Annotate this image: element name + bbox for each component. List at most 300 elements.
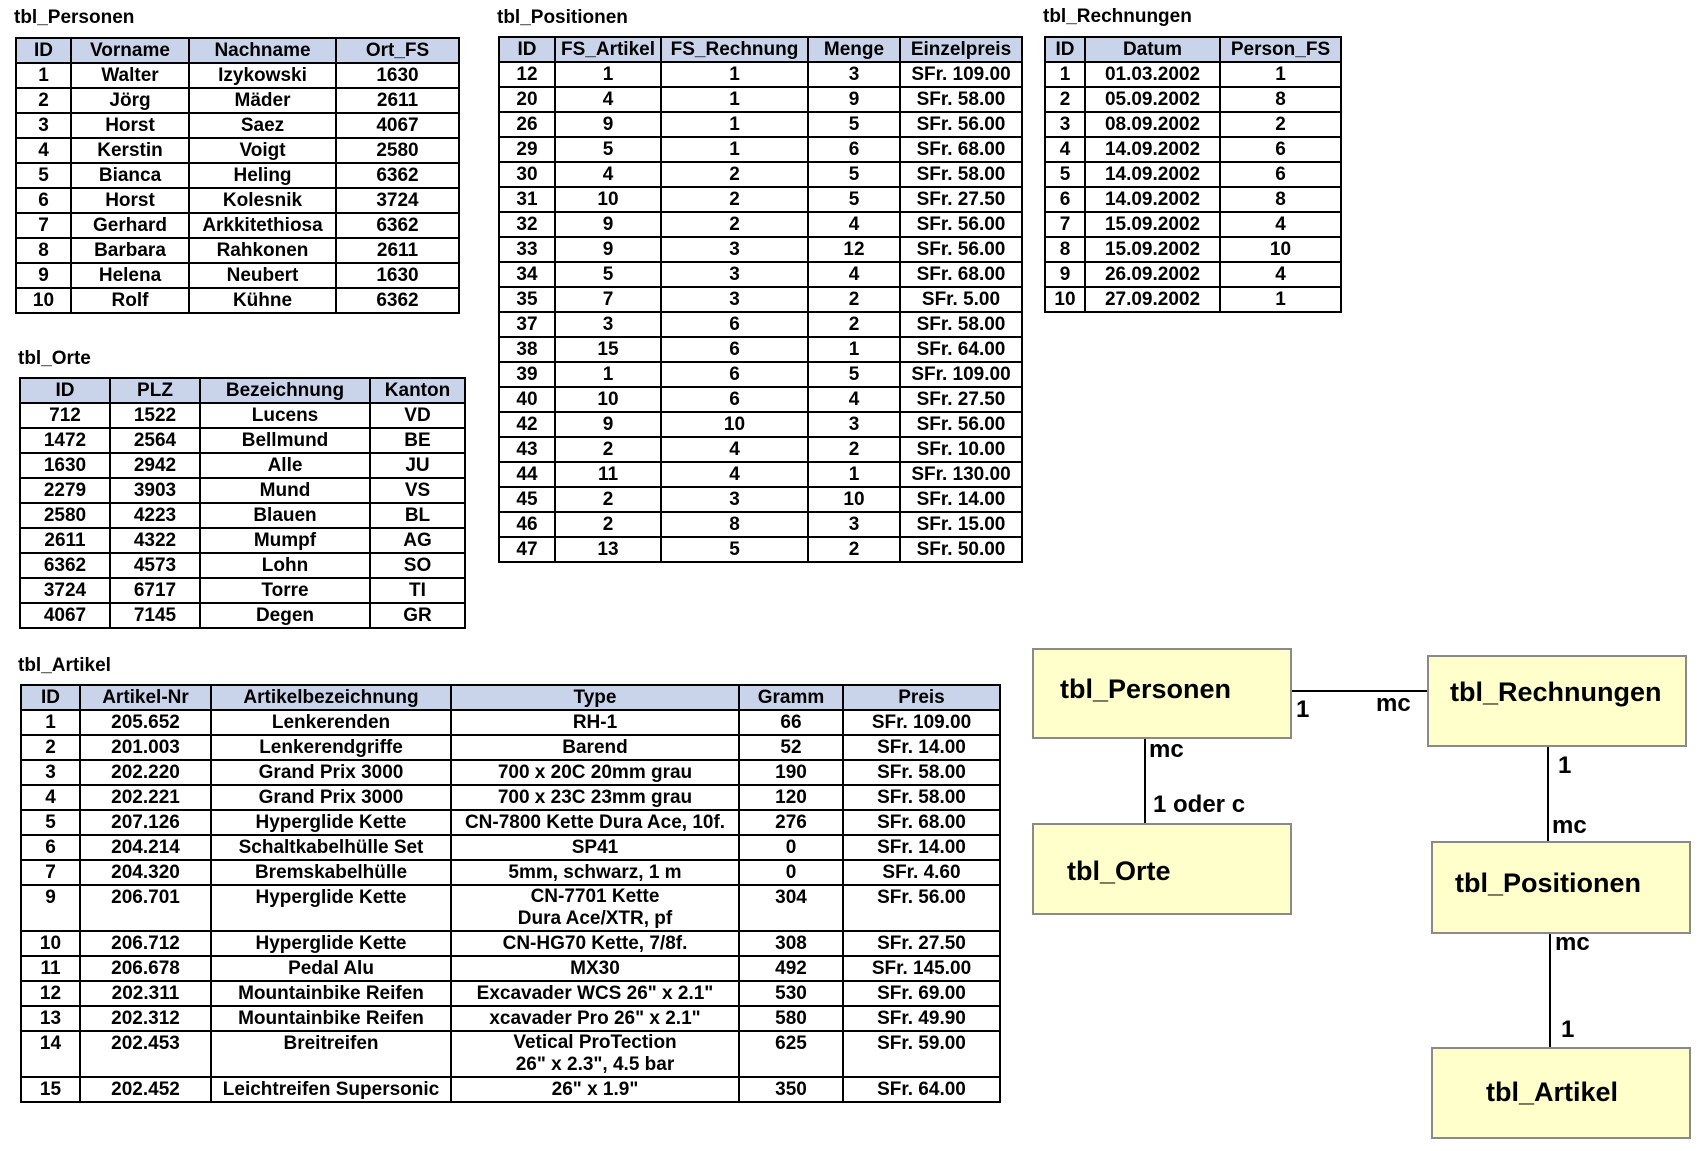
positionen-table-cell: 29 <box>499 137 555 162</box>
positionen-table-cell: 12 <box>499 62 555 87</box>
positionen-table-row <box>499 62 1022 87</box>
positionen-table-cell: 4 <box>661 462 808 487</box>
artikel-table-cell: 204.214 <box>80 835 211 860</box>
rechnungen-title: tbl_Rechnungen <box>1043 6 1192 27</box>
artikel-table-row <box>21 981 1000 1006</box>
positionen-table-cell: 47 <box>499 537 555 562</box>
positionen-table-cell: SFr. 14.00 <box>900 487 1022 512</box>
positionen-table-cell: 10 <box>555 387 661 412</box>
personen-table-row <box>16 88 459 113</box>
positionen-table-cell: 1 <box>661 137 808 162</box>
rechnungen-table-cell: 4 <box>1045 137 1085 162</box>
orte-table-cell: Torre <box>200 578 370 603</box>
rechnungen-table-cell: 10 <box>1045 287 1085 312</box>
personen-table-row <box>16 213 459 238</box>
personen-table-cell: 4067 <box>336 113 459 138</box>
personen-table-row <box>16 163 459 188</box>
personen-table-cell: 2611 <box>336 238 459 263</box>
orte-table-cell: 2564 <box>110 428 200 453</box>
positionen-table-row <box>499 487 1022 512</box>
positionen-title: tbl_Positionen <box>497 7 628 28</box>
orte-table-cell: Degen <box>200 603 370 628</box>
artikel-table-cell: 202.452 <box>80 1077 211 1102</box>
rechnungen-table-cell: 7 <box>1045 212 1085 237</box>
artikel-table-cell: 276 <box>739 810 843 835</box>
positionen-table-cell: 1 <box>555 362 661 387</box>
orte-column-header: Kanton <box>370 378 465 403</box>
positionen-table-row <box>499 187 1022 212</box>
artikel-table-cell: 120 <box>739 785 843 810</box>
orte-table-cell: 2611 <box>20 528 110 553</box>
artikel-table-row <box>21 835 1000 860</box>
artikel-table-cell: 52 <box>739 735 843 760</box>
positionen-table-cell: SFr. 68.00 <box>900 262 1022 287</box>
orte-table-cell: 712 <box>20 403 110 428</box>
positionen-table-cell: 12 <box>808 237 900 262</box>
orte-table-cell: Lohn <box>200 553 370 578</box>
positionen-table-cell: 11 <box>555 462 661 487</box>
orte-table-cell: SO <box>370 553 465 578</box>
artikel-table-cell: Pedal Alu <box>211 956 451 981</box>
card-rechnungen-positionen-1: 1 <box>1558 752 1572 779</box>
artikel-table-cell: 207.126 <box>80 810 211 835</box>
card-personen-rechnungen-1: 1 <box>1296 696 1310 723</box>
positionen-table-cell: 6 <box>661 362 808 387</box>
rechnungen-table-cell: 8 <box>1220 87 1341 112</box>
rechnungen-table-cell: 4 <box>1220 262 1341 287</box>
orte-table-cell: 4573 <box>110 553 200 578</box>
positionen-table-cell: 42 <box>499 412 555 437</box>
rechnungen-table-cell: 27.09.2002 <box>1085 287 1220 312</box>
positionen-table-cell: 3 <box>808 412 900 437</box>
orte-table-cell: 4223 <box>110 503 200 528</box>
entity-artikel <box>1431 1047 1691 1139</box>
rechnungen-table-row <box>1045 162 1341 187</box>
positionen-table-cell: SFr. 109.00 <box>900 362 1022 387</box>
artikel-table-cell: 205.652 <box>80 710 211 735</box>
orte-table-row <box>20 553 465 578</box>
orte-table-cell: 3724 <box>20 578 110 603</box>
positionen-table-row <box>499 162 1022 187</box>
positionen-column-header: FS_Artikel <box>555 37 661 62</box>
personen-table-cell: 5 <box>16 163 71 188</box>
personen-table-cell: Izykowski <box>189 63 336 88</box>
orte-table-cell: 4067 <box>20 603 110 628</box>
entity-rechnungen-label: tbl_Rechnungen <box>1450 677 1662 707</box>
artikel-table-cell: SFr. 58.00 <box>843 785 1000 810</box>
personen-table-cell: Bianca <box>71 163 189 188</box>
positionen-table-row <box>499 87 1022 112</box>
relation-line-positionen-artikel <box>1549 934 1551 1047</box>
orte-table-cell: 2580 <box>20 503 110 528</box>
rechnungen-header-row <box>1045 37 1341 62</box>
artikel-table-cell: 14 <box>21 1031 80 1077</box>
artikel-table-cell: 13 <box>21 1006 80 1031</box>
orte-table-row <box>20 478 465 503</box>
artikel-table-cell: 0 <box>739 860 843 885</box>
personen-table-cell: Saez <box>189 113 336 138</box>
positionen-table-cell: 7 <box>555 287 661 312</box>
positionen-table-cell: 31 <box>499 187 555 212</box>
positionen-table-cell: 3 <box>808 62 900 87</box>
rechnungen-table-cell: 15.09.2002 <box>1085 212 1220 237</box>
rechnungen-table-row <box>1045 137 1341 162</box>
entity-orte <box>1032 823 1292 915</box>
personen-table-cell: 2 <box>16 88 71 113</box>
personen-table-row <box>16 288 459 313</box>
artikel-table-cell: MX30 <box>451 956 739 981</box>
personen-table-cell: Barbara <box>71 238 189 263</box>
rechnungen-table-row <box>1045 237 1341 262</box>
artikel-table-cell: Excavader WCS 26" x 2.1" <box>451 981 739 1006</box>
relation-line-rechnungen-positionen <box>1547 747 1549 841</box>
artikel-table-row <box>21 735 1000 760</box>
artikel-table-cell: 1 <box>21 710 80 735</box>
rechnungen-table-cell: 14.09.2002 <box>1085 137 1220 162</box>
positionen-table-cell: SFr. 58.00 <box>900 312 1022 337</box>
positionen-table-cell: 8 <box>661 512 808 537</box>
artikel-table-cell: SFr. 14.00 <box>843 835 1000 860</box>
orte-table-cell: 2942 <box>110 453 200 478</box>
positionen-table-cell: 15 <box>555 337 661 362</box>
rechnungen-table-cell: 6 <box>1220 137 1341 162</box>
positionen-table-cell: SFr. 56.00 <box>900 112 1022 137</box>
positionen-table-cell: 2 <box>808 537 900 562</box>
personen-table-cell: 7 <box>16 213 71 238</box>
positionen-table-cell: 3 <box>661 487 808 512</box>
rechnungen-table-cell: 5 <box>1045 162 1085 187</box>
card-rechnungen-positionen-mc: mc <box>1552 812 1587 839</box>
positionen-table-row <box>499 287 1022 312</box>
personen-table-cell: Rolf <box>71 288 189 313</box>
personen-table-cell: 6362 <box>336 288 459 313</box>
rechnungen-table-cell: 1 <box>1045 62 1085 87</box>
artikel-column-header: Type <box>451 685 739 710</box>
artikel-table-cell: SFr. 56.00 <box>843 885 1000 931</box>
rechnungen-column-header: Datum <box>1085 37 1220 62</box>
personen-table-cell: Neubert <box>189 263 336 288</box>
rechnungen-table-row <box>1045 262 1341 287</box>
artikel-table-cell: Grand Prix 3000 <box>211 785 451 810</box>
artikel-table-cell: 11 <box>21 956 80 981</box>
orte-table-row <box>20 428 465 453</box>
rechnungen-table-cell: 8 <box>1220 187 1341 212</box>
card-positionen-artikel-mc: mc <box>1555 929 1590 956</box>
positionen-table-row <box>499 362 1022 387</box>
positionen-table-cell: SFr. 10.00 <box>900 437 1022 462</box>
personen-table-cell: Arkkitethiosa <box>189 213 336 238</box>
rechnungen-table-row <box>1045 62 1341 87</box>
positionen-table-cell: 1 <box>661 112 808 137</box>
artikel-column-header: Gramm <box>739 685 843 710</box>
personen-table-row <box>16 63 459 88</box>
rechnungen-table-row <box>1045 87 1341 112</box>
positionen-table-row <box>499 112 1022 137</box>
personen-table-cell: 6362 <box>336 163 459 188</box>
orte-table-cell: AG <box>370 528 465 553</box>
artikel-table-cell: SFr. 49.90 <box>843 1006 1000 1031</box>
artikel-table-cell: Bremskabelhülle <box>211 860 451 885</box>
positionen-table <box>498 36 1023 563</box>
artikel-table-row <box>21 1077 1000 1102</box>
personen-table-cell: 10 <box>16 288 71 313</box>
personen-table-cell: 1630 <box>336 63 459 88</box>
positionen-table-cell: 33 <box>499 237 555 262</box>
artikel-table-cell: SFr. 68.00 <box>843 810 1000 835</box>
positionen-table-row <box>499 137 1022 162</box>
positionen-table-cell: 9 <box>555 112 661 137</box>
entity-positionen <box>1431 841 1691 934</box>
personen-table-cell: 1 <box>16 63 71 88</box>
personen-table-cell: 2580 <box>336 138 459 163</box>
personen-table-row <box>16 263 459 288</box>
orte-table-cell: 7145 <box>110 603 200 628</box>
positionen-table-cell: 3 <box>661 262 808 287</box>
artikel-table-row <box>21 931 1000 956</box>
positionen-table-cell: 40 <box>499 387 555 412</box>
orte-table-row <box>20 503 465 528</box>
artikel-table-cell: 304 <box>739 885 843 931</box>
rechnungen-table-cell: 2 <box>1045 87 1085 112</box>
orte-table-cell: VS <box>370 478 465 503</box>
positionen-table-cell: 1 <box>661 62 808 87</box>
rechnungen-table-cell: 05.09.2002 <box>1085 87 1220 112</box>
positionen-table-cell: 44 <box>499 462 555 487</box>
artikel-table-cell: 700 x 23C 23mm grau <box>451 785 739 810</box>
orte-table-cell: 1522 <box>110 403 200 428</box>
positionen-table-cell: 5 <box>808 162 900 187</box>
artikel-table-cell: CN-HG70 Kette, 7/8f. <box>451 931 739 956</box>
orte-table-cell: 4322 <box>110 528 200 553</box>
card-positionen-artikel-1: 1 <box>1561 1016 1575 1043</box>
positionen-table-row <box>499 312 1022 337</box>
rechnungen-table-cell: 2 <box>1220 112 1341 137</box>
personen-table-cell: Gerhard <box>71 213 189 238</box>
positionen-table-cell: SFr. 64.00 <box>900 337 1022 362</box>
positionen-column-header: Menge <box>808 37 900 62</box>
orte-column-header: ID <box>20 378 110 403</box>
positionen-table-cell: 3 <box>661 237 808 262</box>
artikel-table-cell: Leichtreifen Supersonic <box>211 1077 451 1102</box>
positionen-table-cell: 34 <box>499 262 555 287</box>
positionen-table-cell: 4 <box>808 212 900 237</box>
positionen-table-cell: 3 <box>661 287 808 312</box>
orte-table-cell: 6362 <box>20 553 110 578</box>
artikel-table-row <box>21 760 1000 785</box>
artikel-table-row <box>21 1006 1000 1031</box>
positionen-table-row <box>499 512 1022 537</box>
artikel-table-cell: 6 <box>21 835 80 860</box>
personen-table-cell: Kolesnik <box>189 188 336 213</box>
artikel-table-cell: Barend <box>451 735 739 760</box>
artikel-table <box>20 684 1001 1103</box>
orte-table-cell: 3903 <box>110 478 200 503</box>
artikel-table-cell: SFr. 4.60 <box>843 860 1000 885</box>
positionen-table-cell: 1 <box>808 337 900 362</box>
personen-table <box>15 37 460 314</box>
positionen-table-cell: SFr. 27.50 <box>900 387 1022 412</box>
orte-table-cell: 1472 <box>20 428 110 453</box>
orte-table-cell: Mund <box>200 478 370 503</box>
relation-line-personen-orte <box>1144 739 1146 823</box>
artikel-table-cell: Grand Prix 3000 <box>211 760 451 785</box>
positionen-table-cell: SFr. 50.00 <box>900 537 1022 562</box>
artikel-table-cell: SFr. 14.00 <box>843 735 1000 760</box>
positionen-table-cell: 6 <box>661 387 808 412</box>
positionen-table-cell: SFr. 58.00 <box>900 87 1022 112</box>
positionen-table-cell: SFr. 15.00 <box>900 512 1022 537</box>
orte-header-row <box>20 378 465 403</box>
artikel-table-cell: 202.311 <box>80 981 211 1006</box>
artikel-table-cell: Vetical ProTection 26" x 2.3", 4.5 bar <box>451 1031 739 1077</box>
orte-column-header: Bezeichnung <box>200 378 370 403</box>
positionen-table-cell: 1 <box>661 87 808 112</box>
artikel-table-cell: Mountainbike Reifen <box>211 1006 451 1031</box>
positionen-table-cell: 6 <box>808 137 900 162</box>
card-personen-rechnungen-mc: mc <box>1376 690 1411 717</box>
artikel-table-cell: 206.712 <box>80 931 211 956</box>
positionen-table-cell: 4 <box>808 262 900 287</box>
card-personen-orte-1-oder-c: 1 oder c <box>1153 791 1246 818</box>
artikel-table-cell: Hyperglide Kette <box>211 931 451 956</box>
positionen-table-row <box>499 212 1022 237</box>
positionen-table-cell: 39 <box>499 362 555 387</box>
positionen-table-cell: SFr. 5.00 <box>900 287 1022 312</box>
personen-table-row <box>16 113 459 138</box>
orte-table-row <box>20 453 465 478</box>
orte-table-cell: Blauen <box>200 503 370 528</box>
orte-title: tbl_Orte <box>18 348 91 369</box>
artikel-table-cell: 15 <box>21 1077 80 1102</box>
orte-table-cell: Bellmund <box>200 428 370 453</box>
rechnungen-table <box>1044 36 1342 313</box>
personen-column-header: Vorname <box>71 38 189 63</box>
artikel-table-cell: SFr. 109.00 <box>843 710 1000 735</box>
positionen-table-row <box>499 537 1022 562</box>
rechnungen-table-row <box>1045 187 1341 212</box>
artikel-table-cell: 7 <box>21 860 80 885</box>
orte-table-row <box>20 528 465 553</box>
entity-personen <box>1032 648 1292 739</box>
positionen-table-cell: SFr. 68.00 <box>900 137 1022 162</box>
artikel-table-cell: SP41 <box>451 835 739 860</box>
artikel-table-cell: 202.220 <box>80 760 211 785</box>
artikel-table-row <box>21 710 1000 735</box>
orte-table-cell: Alle <box>200 453 370 478</box>
positionen-table-cell: SFr. 56.00 <box>900 412 1022 437</box>
positionen-table-cell: SFr. 27.50 <box>900 187 1022 212</box>
positionen-table-cell: 2 <box>808 312 900 337</box>
artikel-table-cell: 0 <box>739 835 843 860</box>
positionen-column-header: Einzelpreis <box>900 37 1022 62</box>
positionen-table-cell: 2 <box>555 487 661 512</box>
artikel-table-cell: 202.221 <box>80 785 211 810</box>
positionen-table-cell: SFr. 130.00 <box>900 462 1022 487</box>
personen-header-row <box>16 38 459 63</box>
positionen-table-cell: 3 <box>808 512 900 537</box>
positionen-table-cell: 10 <box>808 487 900 512</box>
personen-column-header: Ort_FS <box>336 38 459 63</box>
orte-table-cell: 2279 <box>20 478 110 503</box>
orte-column-header: PLZ <box>110 378 200 403</box>
positionen-table-cell: 37 <box>499 312 555 337</box>
rechnungen-column-header: Person_FS <box>1220 37 1341 62</box>
personen-table-cell: 4 <box>16 138 71 163</box>
artikel-table-cell: RH-1 <box>451 710 739 735</box>
orte-table-cell: VD <box>370 403 465 428</box>
rechnungen-table-cell: 1 <box>1220 287 1341 312</box>
rechnungen-table-cell: 15.09.2002 <box>1085 237 1220 262</box>
positionen-table-cell: 10 <box>661 412 808 437</box>
artikel-table-cell: 206.678 <box>80 956 211 981</box>
entity-artikel-label: tbl_Artikel <box>1486 1077 1619 1107</box>
artikel-table-row <box>21 810 1000 835</box>
orte-table-cell: JU <box>370 453 465 478</box>
positionen-table-cell: 9 <box>555 212 661 237</box>
positionen-table-cell: 5 <box>555 137 661 162</box>
orte-table <box>19 377 466 629</box>
artikel-table-cell: 700 x 20C 20mm grau <box>451 760 739 785</box>
positionen-table-row <box>499 337 1022 362</box>
artikel-table-row <box>21 1031 1000 1077</box>
positionen-table-cell: 45 <box>499 487 555 512</box>
artikel-table-cell: 202.453 <box>80 1031 211 1077</box>
orte-table-cell: BE <box>370 428 465 453</box>
entity-personen-label: tbl_Personen <box>1060 674 1232 704</box>
artikel-table-cell: SFr. 145.00 <box>843 956 1000 981</box>
artikel-table-cell: 190 <box>739 760 843 785</box>
artikel-table-cell: SFr. 64.00 <box>843 1077 1000 1102</box>
artikel-table-cell: 201.003 <box>80 735 211 760</box>
personen-table-cell: Kerstin <box>71 138 189 163</box>
personen-table-cell: Voigt <box>189 138 336 163</box>
artikel-table-cell: Breitreifen <box>211 1031 451 1077</box>
artikel-table-cell: 10 <box>21 931 80 956</box>
personen-table-cell: 8 <box>16 238 71 263</box>
positionen-table-cell: SFr. 109.00 <box>900 62 1022 87</box>
positionen-table-cell: 4 <box>555 87 661 112</box>
positionen-table-cell: 4 <box>808 387 900 412</box>
positionen-table-cell: 38 <box>499 337 555 362</box>
positionen-table-cell: 35 <box>499 287 555 312</box>
rechnungen-table-row <box>1045 287 1341 312</box>
orte-table-cell: GR <box>370 603 465 628</box>
artikel-table-cell: 530 <box>739 981 843 1006</box>
positionen-column-header: FS_Rechnung <box>661 37 808 62</box>
personen-column-header: ID <box>16 38 71 63</box>
positionen-table-cell: 20 <box>499 87 555 112</box>
orte-table-row <box>20 403 465 428</box>
personen-table-cell: Horst <box>71 113 189 138</box>
positionen-table-cell: SFr. 56.00 <box>900 237 1022 262</box>
rechnungen-table-row <box>1045 212 1341 237</box>
personen-table-cell: Jörg <box>71 88 189 113</box>
entity-positionen-label: tbl_Positionen <box>1455 868 1642 898</box>
positionen-table-cell: 1 <box>808 462 900 487</box>
orte-table-row <box>20 603 465 628</box>
positionen-table-row <box>499 437 1022 462</box>
personen-table-cell: 1630 <box>336 263 459 288</box>
artikel-table-cell: 202.312 <box>80 1006 211 1031</box>
artikel-header-row <box>21 685 1000 710</box>
artikel-table-cell: xcavader Pro 26" x 2.1" <box>451 1006 739 1031</box>
artikel-table-cell: SFr. 59.00 <box>843 1031 1000 1077</box>
artikel-column-header: Artikelbezeichnung <box>211 685 451 710</box>
artikel-table-row <box>21 885 1000 931</box>
positionen-table-cell: 3 <box>555 312 661 337</box>
artikel-table-cell: 5 <box>21 810 80 835</box>
artikel-title: tbl_Artikel <box>18 655 111 676</box>
